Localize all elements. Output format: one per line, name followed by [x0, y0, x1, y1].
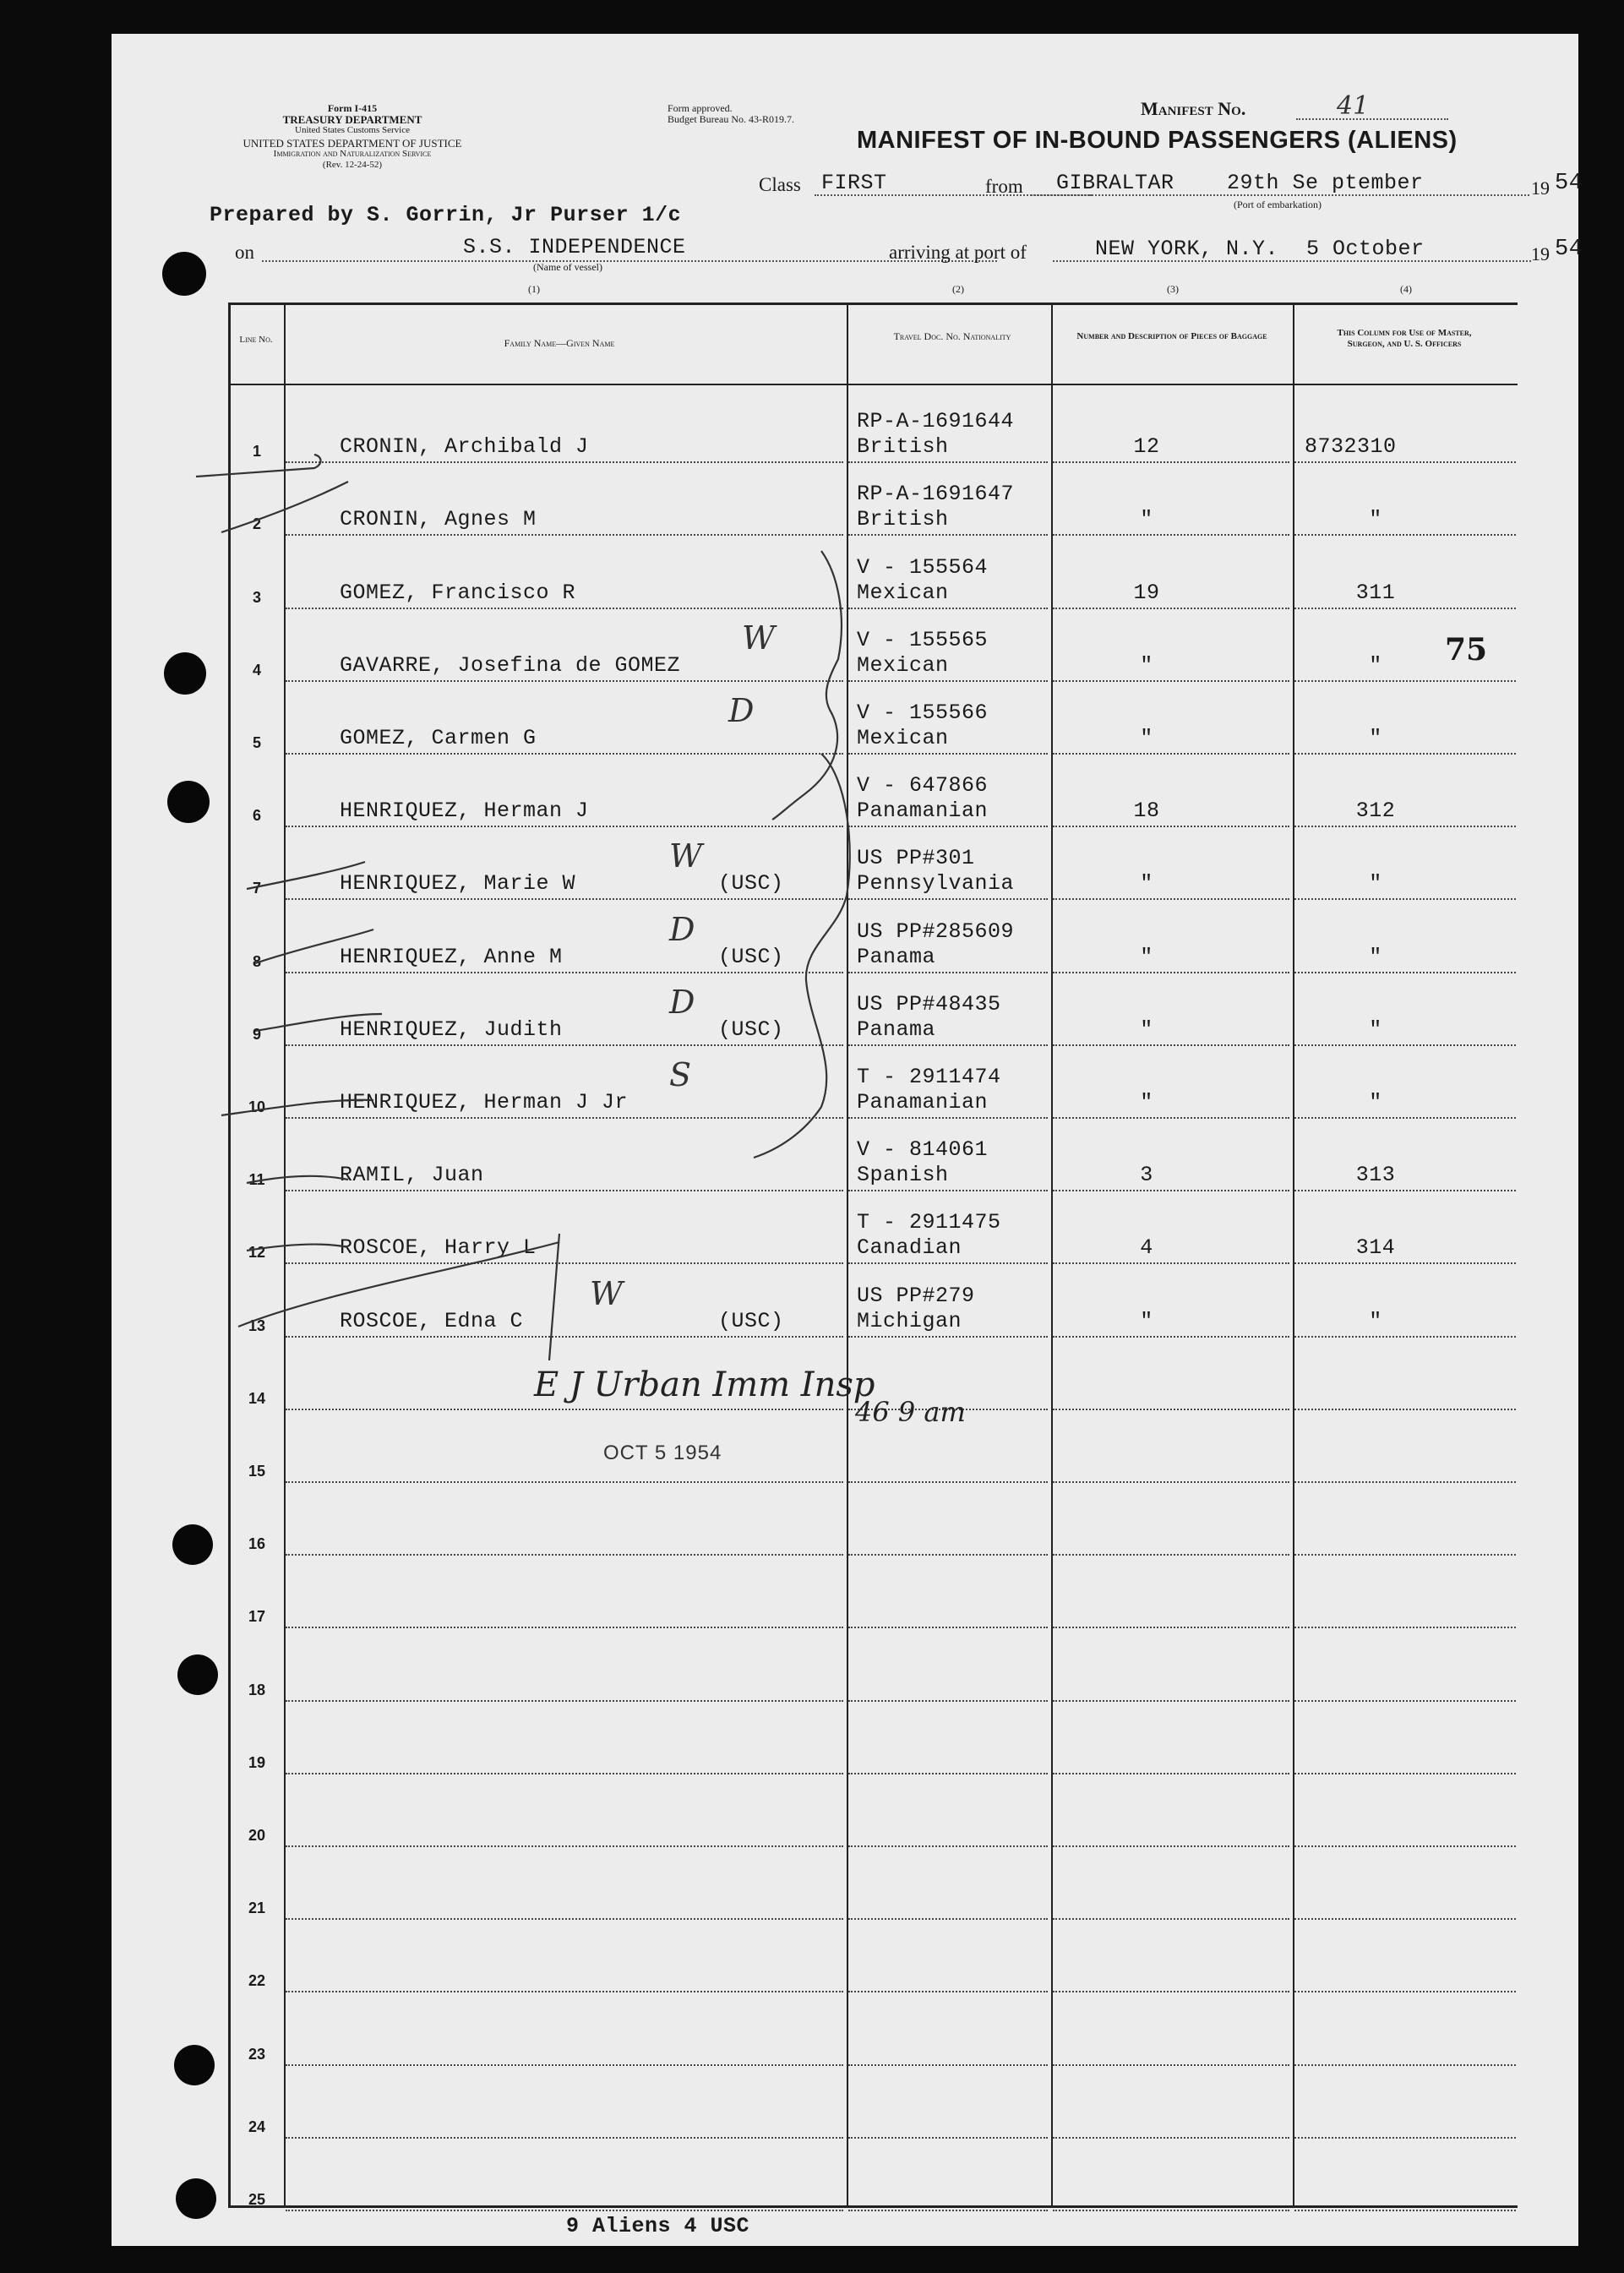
embarkation-port: GIBRALTAR	[1056, 171, 1174, 195]
row-line-number: 22	[248, 1972, 266, 1990]
row-line-number: 18	[248, 1681, 266, 1698]
class-label: Class	[759, 174, 801, 195]
row-baggage: 18	[1133, 799, 1160, 824]
row-baggage: 12	[1133, 434, 1160, 460]
row-baggage: "	[1140, 1017, 1153, 1042]
row-travel-doc: V - 155565	[857, 627, 989, 652]
row-nationality: Panamanian	[857, 799, 989, 824]
row-line-number: 21	[248, 1900, 266, 1917]
row-officer-number: "	[1369, 1308, 1382, 1333]
arrival-year: 54	[1555, 237, 1583, 262]
row-nationality: Pennsylvania	[857, 871, 1015, 897]
row-handwritten-mark: S	[669, 1056, 692, 1093]
header-name: Family Name—Given Name	[504, 337, 615, 349]
header-officers: This Column for Use of Master, Surgeon, and U. S. Officers	[1337, 328, 1472, 349]
row-officer-number: "	[1369, 1090, 1382, 1115]
row-line-number: 23	[248, 2045, 266, 2063]
signature-note: 46 9 am	[855, 1396, 966, 1428]
row-baggage: "	[1140, 507, 1153, 532]
form-approved: Form approved.	[668, 102, 733, 114]
row-baggage: "	[1140, 1308, 1153, 1333]
arrival-port: NEW YORK, N.Y.	[1095, 237, 1279, 261]
check-line-2	[221, 482, 348, 532]
row-name: CRONIN, Archibald J	[340, 434, 589, 460]
row-line-number: 17	[248, 1608, 266, 1626]
row-nationality: Canadian	[857, 1235, 962, 1261]
check-line-7	[247, 862, 365, 889]
inspector-signature: E J Urban Imm Insp	[534, 1365, 875, 1404]
row-line-number: 7	[252, 880, 261, 897]
ins-service: Immigration and Naturalization Service	[273, 149, 432, 159]
row-officer-number: "	[1369, 507, 1382, 532]
header-line-no: Line No.	[239, 335, 273, 345]
row-usc-flag: (USC)	[718, 871, 784, 897]
row-handwritten-mark: D	[669, 983, 695, 1021]
row-officer-number: 314	[1355, 1235, 1396, 1261]
check-line-11	[247, 1176, 348, 1183]
check-line-9	[255, 1014, 382, 1031]
row-line-number: 6	[252, 807, 261, 825]
row-officer-number: 313	[1355, 1163, 1396, 1188]
row-line-number: 1	[252, 443, 261, 461]
check-line-13	[238, 1242, 559, 1327]
row-travel-doc: RP-A-1691647	[857, 482, 1015, 507]
row-nationality: Mexican	[857, 726, 949, 750]
row-name: HENRIQUEZ, Herman J Jr	[340, 1090, 629, 1115]
row-officer-number: "	[1369, 1017, 1382, 1042]
footer-totals: 9 Aliens 4 USC	[566, 2214, 750, 2238]
punch-hole-3	[167, 781, 210, 823]
row-name: HENRIQUEZ, Herman J	[340, 799, 589, 824]
row-usc-flag: (USC)	[718, 944, 784, 969]
row-nationality: Panamanian	[857, 1090, 989, 1115]
on-label: on	[235, 242, 254, 263]
row-baggage: 3	[1140, 1163, 1153, 1188]
row-line-number: 4	[252, 661, 261, 679]
row-baggage: 19	[1133, 580, 1160, 605]
row-line-number: 3	[252, 588, 261, 606]
manifest-number-label: Manifest No.	[1141, 98, 1246, 119]
row-handwritten-mark: D	[669, 910, 695, 948]
manifest-number-value: 41	[1337, 91, 1370, 121]
punch-hole-2	[164, 652, 206, 695]
header-baggage: Number and Description of Pieces of Baggage	[1076, 331, 1267, 341]
header-travel-doc: Travel Doc. No. Nationality	[893, 330, 1011, 342]
embark-year: 54	[1555, 171, 1583, 196]
class-value: FIRST	[821, 171, 887, 195]
row-travel-doc: T - 2911475	[857, 1210, 1001, 1235]
row-officer-number: "	[1369, 944, 1382, 969]
punch-hole-1	[162, 252, 206, 296]
row-handwritten-mark: D	[728, 692, 755, 729]
ink-stroke-13	[549, 1234, 559, 1360]
row-nationality: Michigan	[857, 1308, 962, 1333]
row-officer-number: 311	[1355, 580, 1396, 605]
arrival-date: 5 October	[1306, 237, 1425, 261]
row-baggage: "	[1140, 726, 1153, 750]
row-officer-number: "	[1369, 652, 1382, 678]
row-line-number: 5	[252, 734, 261, 751]
row-line-number: 14	[248, 1389, 266, 1407]
punch-hole-5	[177, 1654, 218, 1695]
row-travel-doc: V - 155566	[857, 700, 989, 725]
row-line-number: 2	[252, 515, 261, 533]
row-nationality: Panama	[857, 1017, 936, 1042]
embarkation-date: 29th Se ptember	[1227, 171, 1424, 195]
row-officer-number: "	[1369, 726, 1382, 750]
row-name: RAMIL, Juan	[340, 1163, 484, 1188]
row-usc-flag: (USC)	[718, 1308, 784, 1333]
column-number-1: (1)	[528, 283, 540, 295]
form-revision: (Rev. 12-24-52)	[322, 160, 383, 170]
check-line-12	[247, 1245, 348, 1251]
side-number: 75	[1445, 632, 1488, 668]
manifest-page	[112, 34, 1583, 2246]
row-baggage: "	[1140, 944, 1153, 969]
prepared-by: Prepared by S. Gorrin, Jr Purser 1/c	[210, 203, 682, 227]
column-number-4: (4)	[1400, 283, 1412, 295]
bracket-gomez-family	[772, 551, 842, 820]
row-nationality: Mexican	[857, 652, 949, 678]
row-name: ROSCOE, Harry L	[340, 1235, 537, 1261]
row-line-number: 11	[248, 1171, 265, 1189]
arriving-label: arriving at port of	[889, 242, 1027, 263]
row-officer-number: "	[1369, 871, 1382, 897]
row-name: GOMEZ, Francisco R	[340, 580, 576, 605]
date-stamp: OCT 5 1954	[603, 1442, 722, 1464]
row-nationality: British	[857, 507, 949, 532]
port-embarkation-caption: (Port of embarkation)	[1234, 199, 1322, 210]
row-baggage: "	[1140, 652, 1153, 678]
check-line-8	[255, 929, 373, 963]
row-nationality: Mexican	[857, 580, 949, 605]
row-nationality: British	[857, 434, 949, 460]
row-line-number: 19	[248, 1753, 266, 1771]
row-line-number: 8	[252, 952, 261, 970]
row-travel-doc: US PP#301	[857, 846, 975, 871]
column-number-3: (3)	[1167, 283, 1179, 295]
row-line-number: 15	[248, 1463, 266, 1480]
row-travel-doc: US PP#279	[857, 1283, 975, 1308]
vessel-caption: (Name of vessel)	[533, 261, 602, 273]
row-nationality: Spanish	[857, 1163, 949, 1188]
bracket-henriquez-family	[754, 754, 850, 1158]
row-handwritten-mark: W	[669, 837, 703, 875]
row-handwritten-mark: W	[742, 619, 776, 657]
row-line-number: 24	[248, 2118, 266, 2135]
arrival-year-prefix: 19	[1531, 243, 1550, 264]
row-nationality: Panama	[857, 944, 936, 969]
row-line-number: 13	[248, 1316, 266, 1334]
row-name: GAVARRE, Josefina de GOMEZ	[340, 652, 681, 678]
row-officer-number: 312	[1355, 799, 1396, 824]
row-travel-doc: V - 814061	[857, 1137, 989, 1163]
row-handwritten-mark: W	[590, 1274, 624, 1312]
row-baggage: 4	[1140, 1235, 1153, 1261]
row-line-number: 10	[248, 1098, 266, 1115]
punch-hole-7	[176, 2178, 216, 2219]
row-name: HENRIQUEZ, Anne M	[340, 944, 563, 969]
row-line-number: 12	[248, 1244, 266, 1262]
column-number-2: (2)	[952, 283, 964, 295]
check-line-10	[221, 1100, 373, 1115]
row-usc-flag: (USC)	[718, 1017, 784, 1042]
justice-department: UNITED STATES DEPARTMENT OF JUSTICE	[243, 137, 462, 150]
row-name: HENRIQUEZ, Judith	[340, 1017, 563, 1042]
treasury-department: TREASURY DEPARTMENT	[282, 113, 422, 126]
row-travel-doc: V - 647866	[857, 773, 989, 799]
vessel-name: S.S. INDEPENDENCE	[463, 235, 686, 259]
row-travel-doc: V - 155564	[857, 554, 989, 580]
embark-year-prefix: 19	[1531, 177, 1550, 199]
row-officer-number: 8732310	[1305, 434, 1397, 460]
row-line-number: 16	[248, 1535, 266, 1553]
row-baggage: "	[1140, 871, 1153, 897]
row-name: HENRIQUEZ, Marie W	[340, 871, 576, 897]
customs-service: United States Customs Service	[295, 125, 410, 135]
row-travel-doc: T - 2911474	[857, 1065, 1001, 1089]
punch-hole-6	[174, 2045, 215, 2085]
manifest-title: MANIFEST OF IN-BOUND PASSENGERS (ALIENS)	[857, 127, 1458, 154]
row-name: CRONIN, Agnes M	[340, 507, 537, 532]
punch-hole-4	[172, 1524, 213, 1565]
row-name: GOMEZ, Carmen G	[340, 726, 537, 750]
form-number: Form I-415	[327, 102, 378, 114]
row-travel-doc: RP-A-1691644	[857, 409, 1015, 434]
check-line-1	[196, 455, 321, 477]
handwritten-marks	[112, 34, 1578, 2246]
row-line-number: 25	[248, 2191, 266, 2208]
row-baggage: "	[1140, 1090, 1153, 1115]
row-travel-doc: US PP#285609	[857, 918, 1015, 944]
from-label: from	[985, 176, 1023, 197]
budget-bureau: Budget Bureau No. 43-R019.7.	[668, 113, 794, 125]
row-line-number: 9	[252, 1025, 261, 1043]
row-line-number: 20	[248, 1827, 266, 1844]
row-name: ROSCOE, Edna C	[340, 1308, 524, 1333]
row-travel-doc: US PP#48435	[857, 991, 1001, 1017]
